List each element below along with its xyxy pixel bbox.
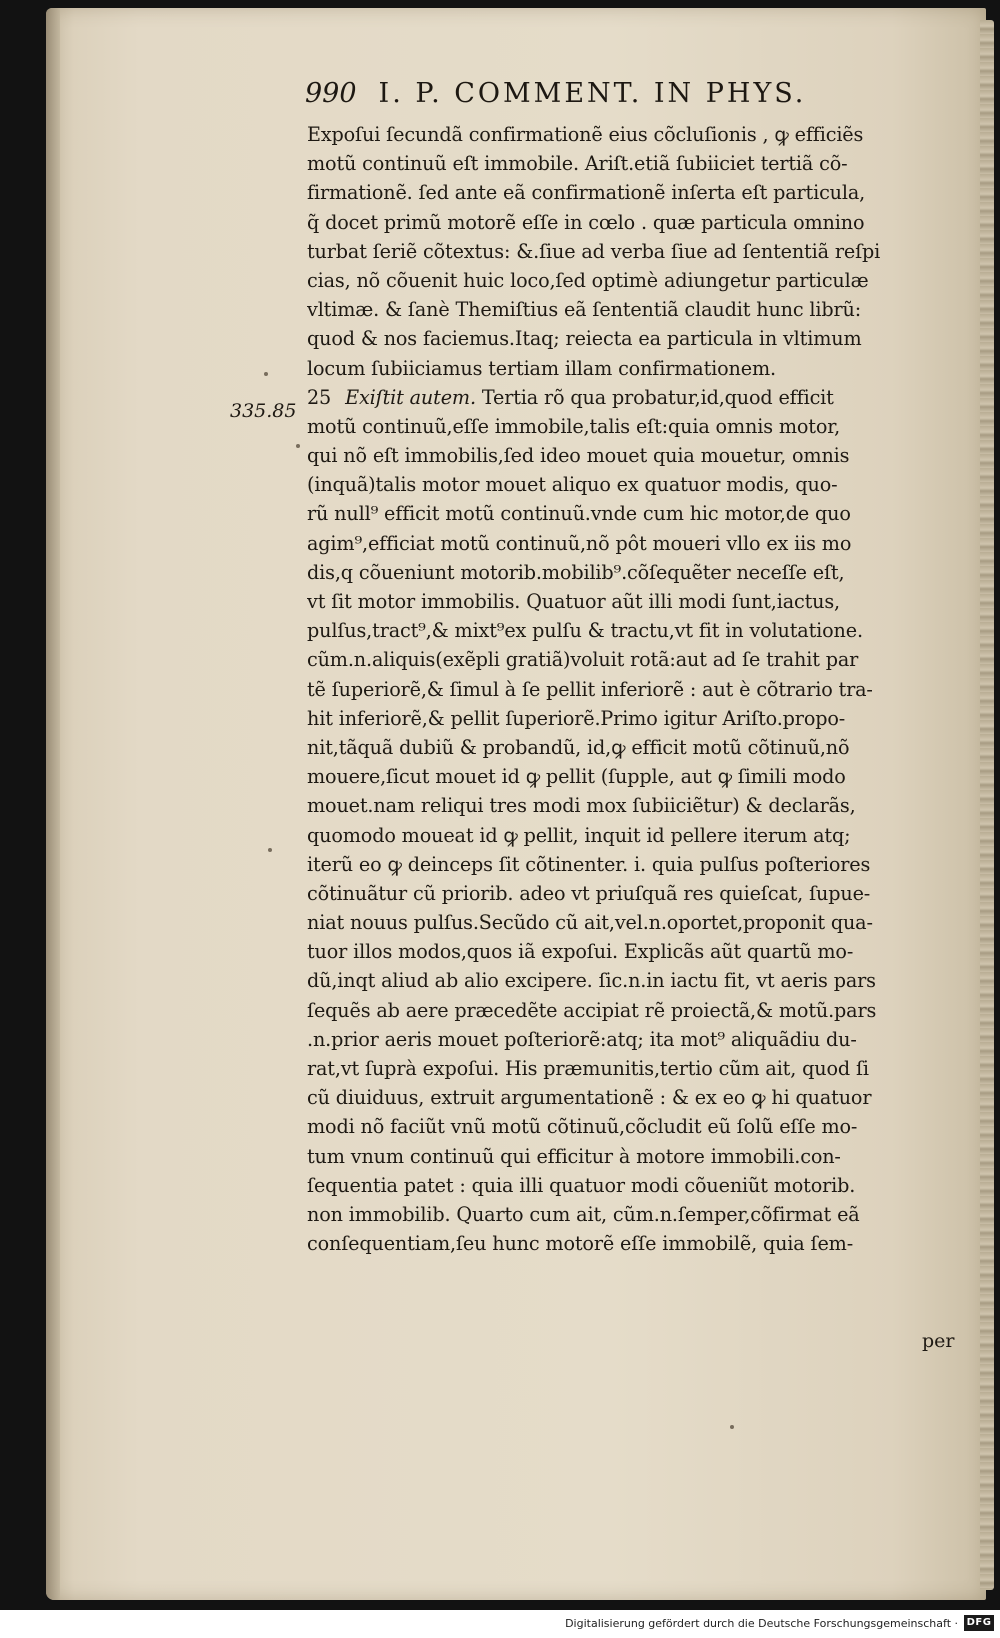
- text-line: conſequentiam,ſeu hunc motorẽ eſſe immobilẽ, quia ſem-: [307, 1232, 854, 1256]
- text-line: quod & nos faciemus.Itaq; reiecta ea particula in vltimum: [307, 327, 862, 351]
- text-line: iterũ eo ꝙ deinceps ſit cõtinenter. i. quia pulſus poſteriores: [307, 852, 871, 876]
- text-line: vt ſit motor immobilis. Quatuor aũt illi modi ſunt,iactus,: [307, 590, 840, 613]
- running-head: [305, 78, 905, 109]
- ink-speck: [296, 444, 300, 448]
- text-line: turbat ſeriẽ cõtextus: &.ſiue ad verba ſiue ad ſententiã reſpi: [307, 239, 881, 263]
- ink-speck: [730, 1425, 734, 1429]
- text-line: Expoſui ſecundã confirmationẽ eius cõcluſionis , ꝙ efficiẽs: [307, 123, 864, 146]
- dfg-logo-icon: DFG: [964, 1615, 994, 1631]
- text-line: pulſus,tract⁹,& mixt⁹ex pulſu & tractu,vt fit in volutatione.: [307, 619, 863, 643]
- text-line: dis,q cõueniunt motorib.mobilib⁹.cõſequẽter neceſſe eſt,: [307, 560, 845, 584]
- text-line: agim⁹,efficiat motũ continuũ,nõ pôt moueri vllo ex iis mo: [307, 531, 852, 555]
- text-line: cias, nõ cõuenit huic loco,ſed optimè adiungetur particulæ: [307, 268, 869, 292]
- text-line: rũ null⁹ efficit motũ continuũ.vnde cum hic motor,de quo: [307, 502, 851, 526]
- text-line: nit,tãquã dubiũ & probandũ, id,ꝙ efficit motũ cõtinuũ,nõ: [307, 735, 850, 759]
- lemma-continuation: Tertia rõ qua probatur,id,quod efficit: [475, 385, 834, 409]
- text-line: mouere,ſicut mouet id ꝙ pellit (ſupple, aut ꝙ ſimili modo: [307, 765, 846, 789]
- text-line: tẽ ſuperiorẽ,& ſimul à ſe pellit inferiorẽ : aut è cõtrario tra-: [307, 677, 873, 701]
- text-line: cũm.n.aliquis(exẽpli gratiã)voluit rotã:aut ad ſe trahit par: [307, 648, 859, 672]
- page-gutter-shadow: [46, 8, 60, 1600]
- text-line: cõtinuãtur cũ priorib. adeo vt priuſquã res quieſcat, ſupue-: [307, 881, 871, 905]
- text-line: locum ſubiiciamus tertiam illam confirmationem.: [307, 356, 776, 380]
- text-line: niat nouus pulſus.Secũdo cũ ait,vel.n.oportet,proponit qua-: [307, 911, 873, 935]
- body-text: [307, 120, 962, 1258]
- text-line: rat,vt ſuprà expoſui. His præmunitis,tertio cũm ait, quod ſi: [307, 1057, 869, 1080]
- page-fore-edge: [980, 20, 994, 1590]
- line-number: 25: [307, 385, 332, 409]
- text-line: .n.prior aeris mouet poſteriorẽ:atq; ita mot⁹ aliquãdiu du-: [307, 1027, 857, 1051]
- text-line: motũ continuũ,eſſe immobile,talis eſt:quia omnis motor,: [307, 414, 841, 438]
- text-line: q̃ docet primũ motorẽ eſſe in cœlo . quæ particula omnino: [307, 210, 865, 234]
- text-line: tum vnum continuũ qui efficitur à motore immobili.con-: [307, 1144, 841, 1168]
- text-line: modi nõ faciũt vnũ motũ cõtinuũ,cõcludit eũ ſolũ eſſe mo-: [307, 1115, 858, 1139]
- text-line: motũ continuũ eſt immobile. Ariſt.etiã ſubiiciet tertiã cõ-: [307, 152, 848, 176]
- lemma: Exiſtit autem.: [345, 385, 476, 409]
- text-line: hit inferiorẽ,& pellit ſuperiorẽ.Primo igitur Ariſto.propo-: [307, 706, 846, 730]
- text-line: dũ,inqt aliud ab alio excipere. ſic.n.in iactu fit, vt aeris pars: [307, 969, 876, 993]
- funding-credit: Digitalisierung gefördert durch die Deutsche Forschungsgemeinschaft ·: [565, 1617, 958, 1630]
- lemma-line: [307, 383, 962, 412]
- ink-speck: [268, 848, 272, 852]
- running-title: I. P. COMMENT. IN PHYS.: [378, 78, 807, 109]
- text-line: cũ diuiduus, extruit argumentationẽ : & ex eo ꝙ hi quatuor: [307, 1086, 872, 1110]
- text-line: ſequẽs ab aere præcedẽte accipiat rẽ proiectã,& motũ.pars: [307, 998, 877, 1022]
- text-line: ſequentia patet : quia illi quatuor modi cõueniũt motorib.: [307, 1173, 856, 1197]
- text-line: firmationẽ. ſed ante eã confirmationẽ inſerta eſt particula,: [307, 181, 866, 205]
- folio-number: 990: [305, 78, 357, 109]
- text-line: tuor illos modos,quos iã expoſui. Explicãs aũt quartũ mo-: [307, 940, 854, 964]
- text-line: quomodo moueat id ꝙ pellit, inquit id pellere iterum atq;: [307, 823, 851, 847]
- text-line: vltimæ. & ſanè Themiſtius eã ſententiã claudit hunc librũ:: [307, 298, 862, 322]
- footer-bar: [0, 1612, 1000, 1638]
- text-line: non immobilib. Quarto cum ait, cũm.n.ſemper,cõfirmat eã: [307, 1202, 860, 1226]
- text-line: (inquã)talis motor mouet aliquo ex quatuor modis, quo-: [307, 473, 838, 497]
- text-line: qui nõ eſt immobilis,ſed ideo mouet quia mouetur, omnis: [307, 444, 850, 468]
- ink-speck: [264, 372, 268, 376]
- catchword: per: [922, 1330, 955, 1352]
- margin-reference: 335.85: [230, 400, 297, 422]
- text-line: mouet.nam reliqui tres modi mox ſubiiciẽtur) & declarãs,: [307, 794, 856, 818]
